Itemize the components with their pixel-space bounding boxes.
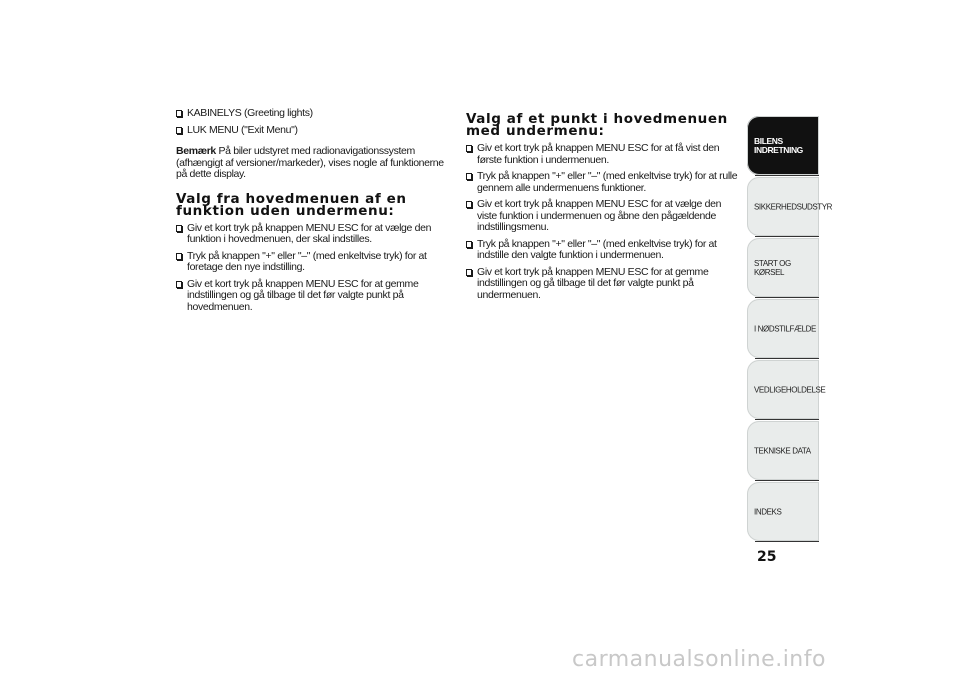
checkbox-bullet-icon (176, 253, 182, 260)
list-item: Giv et kort tryk på knappen MENU ESC for at vælge den viste funktion i undermenuen og åbne den pågældende indstillingsmenu. (466, 199, 742, 234)
note-paragraph (176, 146, 452, 181)
tab-sikkerhedsudstyr[interactable] (747, 177, 833, 236)
checkbox-bullet-icon (466, 241, 472, 248)
section-heading: Valg af et punkt i hovedmenuen med undermenu: (466, 111, 728, 139)
checkbox-bullet-icon (176, 225, 182, 232)
tab-label: START OG KØRSEL (754, 258, 791, 277)
list-item: Tryk på knappen "+" eller "–" (med enkeltvise tryk) for at rulle gennem alle undermenuens funktioner. (466, 171, 742, 194)
list-item: Giv et kort tryk på knappen MENU ESC for at vælge den funktion i hovedmenuen, der skal indstilles. (176, 223, 452, 246)
tab-vedligeholdelse[interactable] (747, 360, 826, 419)
section-heading: Valg fra hovedmenuen af en funktion uden undermenu: (176, 190, 407, 219)
tab-label: VEDLIGEHOLDELSE (754, 385, 826, 394)
list-item: Giv et kort tryk på knappen MENU ESC for at gemme indstillingen og gå tilbage til det før valgte punkt på hovedmenuen. (176, 279, 452, 314)
note-label: Bemærk (176, 145, 216, 157)
tab-label: SIKKERHEDSUDSTYR (754, 202, 833, 211)
tab-label: INDEKS (754, 507, 782, 516)
list-item: Giv et kort tryk på knappen MENU ESC for at få vist den første funktion i undermenuen. (466, 143, 742, 166)
tab-label: I NØDSTILFÆLDE (754, 324, 816, 333)
checkbox-bullet-icon (466, 173, 472, 180)
watermark: carmanualsonline.info (572, 647, 826, 672)
chapter-tabs (747, 116, 833, 543)
note-text: På biler udstyret med radionavigationssystem (afhængigt af versioner/markeder), vises nogle af funktionerne på dette display. (176, 145, 444, 180)
tab-bilens-indretning[interactable] (747, 116, 819, 175)
list-item: LUK MENU ("Exit Menu") (176, 125, 452, 137)
left-column (176, 108, 452, 318)
checkbox-bullet-icon (466, 201, 472, 208)
tab-start-og-korsel[interactable] (747, 238, 819, 297)
checkbox-bullet-icon (466, 145, 472, 152)
list-item: Tryk på knappen "+" eller "–" (med enkeltvise tryk) for at indstille den valgte funktion i undermenuen. (466, 239, 742, 262)
right-column (466, 113, 742, 306)
list-item: KABINELYS (Greeting lights) (176, 108, 452, 120)
checkbox-bullet-icon (176, 281, 182, 288)
tab-i-nodstilfaelde[interactable] (747, 299, 819, 358)
checkbox-bullet-icon (466, 269, 472, 276)
tab-tekniske-data[interactable] (747, 421, 819, 480)
checkbox-bullet-icon (176, 110, 182, 117)
checkbox-bullet-icon (176, 127, 182, 134)
tab-indeks[interactable] (747, 482, 819, 541)
list-item: Giv et kort tryk på knappen MENU ESC for at gemme indstillingen og gå tilbage til det før valgte punkt på undermenuen. (466, 267, 742, 302)
page-number: 25 (757, 549, 777, 565)
tab-label: BILENS INDRETNING (754, 135, 803, 155)
list-item: Tryk på knappen "+" eller "–" (med enkeltvise tryk) for at foretage den nye indstilling. (176, 251, 452, 274)
tab-label: TEKNISKE DATA (754, 446, 811, 455)
